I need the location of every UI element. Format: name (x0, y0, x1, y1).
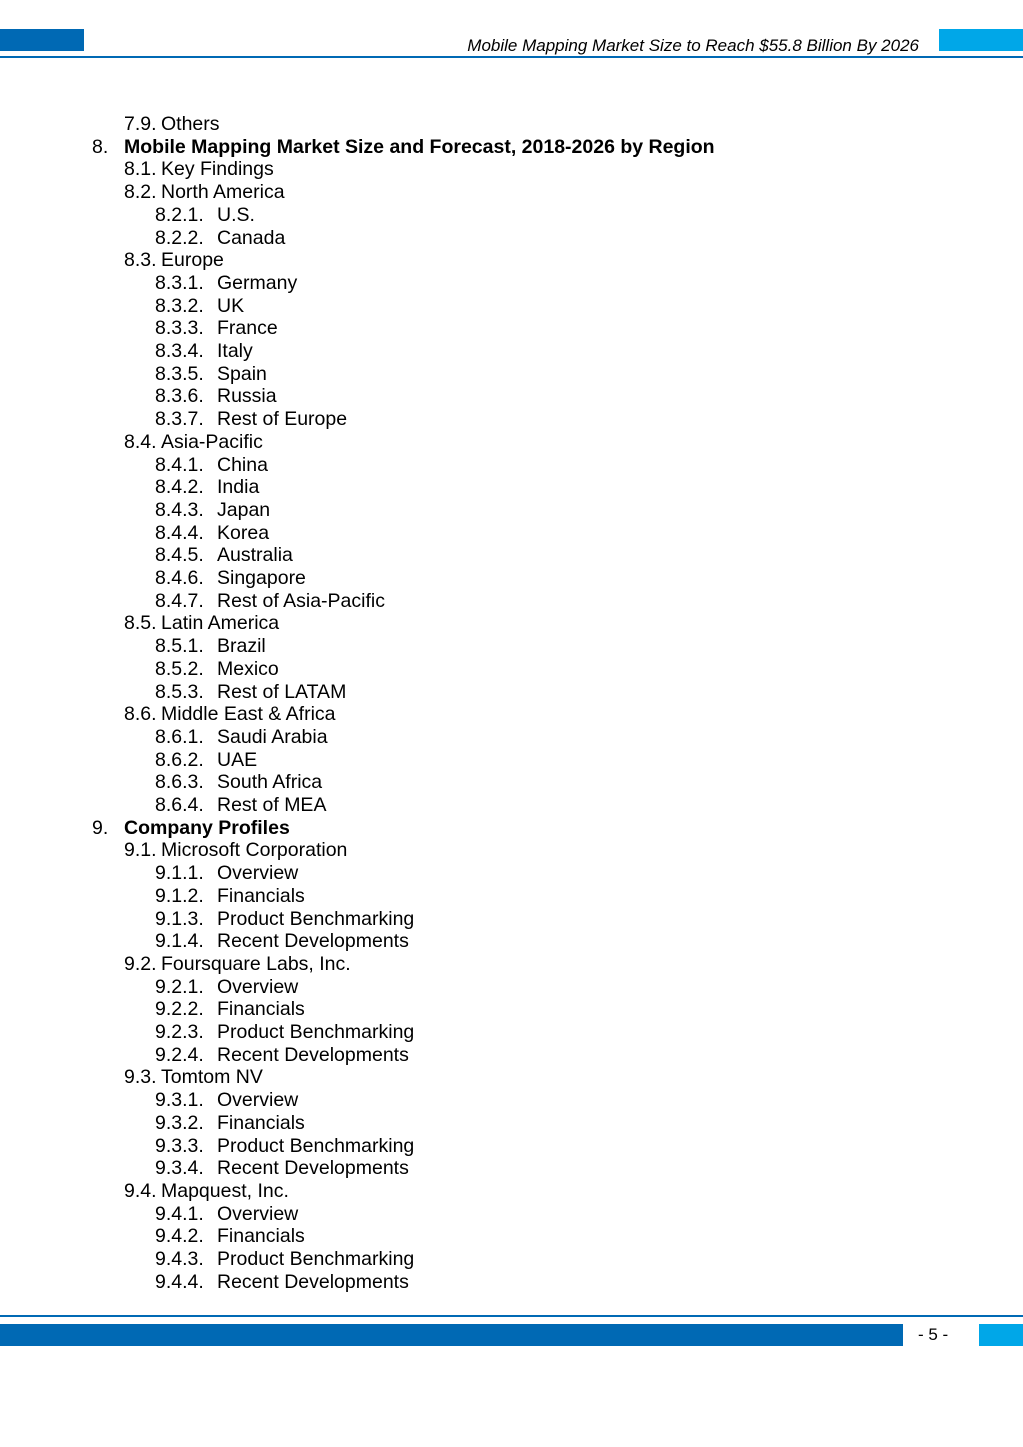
toc-entry-number: 8.4.7. (155, 589, 204, 612)
toc-entry (0, 340, 1023, 363)
toc-entry-number: 9.4. (124, 1179, 157, 1202)
toc-entry-title: Canada (217, 226, 286, 249)
toc-entry-title: Tomtom NV (161, 1066, 263, 1089)
toc-entry (0, 658, 1023, 681)
toc-entry (0, 976, 1023, 999)
toc-entry-number: 8.3. (124, 249, 157, 272)
toc-entry-number: 8.4.4. (155, 521, 204, 544)
toc-entry (0, 204, 1023, 227)
toc-entry-title: Product Benchmarking (217, 907, 415, 930)
toc-entry-number: 8.6.2. (155, 748, 204, 771)
toc-entry-number: 8.3.6. (155, 385, 204, 408)
header-accent-left (0, 29, 84, 51)
toc-entry-title: Overview (217, 975, 299, 998)
toc-entry-title: Key Findings (161, 158, 274, 181)
toc-entry-number: 8.1. (124, 158, 157, 181)
toc-entry-title: Rest of Europe (217, 408, 348, 431)
toc-entry (0, 771, 1023, 794)
toc-entry-title: Spain (217, 362, 267, 385)
toc-entry-number: 9.4.1. (155, 1202, 204, 1225)
toc-entry (0, 590, 1023, 613)
toc-entry-number: 9.2.1. (155, 975, 204, 998)
toc-entry-title: Overview (217, 1089, 299, 1112)
toc-entry-number: 8.6. (124, 703, 157, 726)
toc-entry (0, 635, 1023, 658)
toc-entry-number: 8.4.6. (155, 567, 204, 589)
toc-entry (0, 1180, 1023, 1203)
toc-entry (0, 681, 1023, 704)
toc-entry (0, 272, 1023, 295)
toc-entry-number: 8.6.1. (155, 725, 204, 748)
toc-entry-title: North America (161, 181, 285, 204)
toc-entry (0, 1271, 1023, 1294)
toc-entry-title: Latin America (161, 612, 280, 635)
toc-entry-number: 9.1.4. (155, 930, 204, 953)
toc-entry-number: 9. (92, 816, 109, 839)
toc-entry-number: 7.9. (124, 113, 157, 135)
toc-entry (0, 499, 1023, 522)
toc-entry (0, 295, 1023, 318)
toc-entry (0, 749, 1023, 772)
toc-entry (0, 1112, 1023, 1135)
toc-entry (0, 113, 1023, 136)
toc-entry (0, 317, 1023, 340)
toc-entry-title: Asia-Pacific (161, 430, 263, 453)
toc-entry-number: 9.2. (124, 952, 157, 975)
toc-entry (0, 544, 1023, 567)
toc-entry-title: China (217, 453, 268, 476)
toc-entry (0, 612, 1023, 635)
toc-entry (0, 794, 1023, 817)
toc-entry-number: 9.3.3. (155, 1134, 204, 1157)
toc-entry (0, 408, 1023, 431)
toc-entry (0, 817, 1023, 840)
footer-accent-left (0, 1324, 903, 1346)
toc-entry-number: 8.6.4. (155, 794, 204, 816)
toc-entry-title: Overview (217, 1202, 299, 1225)
toc-entry-number: 8.4.2. (155, 476, 204, 499)
toc-entry-title: Germany (217, 271, 298, 294)
toc-entry-number: 8.2. (124, 181, 157, 204)
toc-entry-title: Product Benchmarking (217, 1021, 415, 1043)
toc-entry-number: 8.3.5. (155, 362, 204, 385)
toc-entry-title: Recent Developments (217, 1043, 409, 1066)
toc-entry (0, 1066, 1023, 1089)
toc-entry-title: Recent Developments (217, 930, 409, 953)
toc-entry-title: Italy (217, 340, 253, 362)
toc-entry-title: Singapore (217, 567, 306, 589)
toc-entry-title: Europe (161, 249, 224, 272)
toc-entry-title: UK (217, 294, 245, 317)
toc-entry-number: 9.3. (124, 1066, 157, 1089)
toc-entry-number: 9.1.1. (155, 862, 204, 885)
toc-entry (0, 431, 1023, 454)
page-number: - 5 - (918, 1325, 949, 1344)
toc-entry (0, 1157, 1023, 1180)
toc-entry-number: 8.5.3. (155, 680, 204, 703)
toc-entry (0, 885, 1023, 908)
toc-entry (0, 227, 1023, 250)
toc-entry-title: Russia (217, 385, 277, 408)
toc-entry (0, 363, 1023, 386)
toc-entry (0, 862, 1023, 885)
toc-entry-number: 8.3.3. (155, 317, 204, 340)
toc-entry-number: 8.4.5. (155, 544, 204, 567)
toc-entry-number: 9.4.2. (155, 1225, 204, 1248)
toc-entry-title: Financials (217, 884, 305, 907)
toc-entry-title: Financials (217, 1111, 305, 1134)
toc-entry-title: Microsoft Corporation (161, 839, 348, 862)
footer-accent-right (979, 1324, 1023, 1346)
toc-entry-number: 9.4.3. (155, 1248, 204, 1270)
toc-entry-title: Rest of Asia-Pacific (217, 589, 385, 612)
toc-entry-number: 9.1.3. (155, 907, 204, 930)
toc-entry (0, 181, 1023, 204)
toc-entry-title: Product Benchmarking (217, 1248, 415, 1270)
toc-entry-number: 9.2.4. (155, 1043, 204, 1066)
toc-entry (0, 476, 1023, 499)
toc-entry-title: Financials (217, 998, 305, 1021)
toc-entry-number: 8.6.3. (155, 771, 204, 794)
toc-entry-number: 8.4.3. (155, 498, 204, 521)
header-rule (0, 56, 1023, 58)
toc-entry-title: Product Benchmarking (217, 1134, 415, 1157)
toc-entry-title: Mobile Mapping Market Size and Forecast, 2018-2026 by Region (124, 135, 715, 158)
toc-entry-number: 8.2.1. (155, 203, 204, 226)
toc-entry (0, 1044, 1023, 1067)
toc-entry-number: 9.1. (124, 839, 157, 862)
toc-entry (0, 1135, 1023, 1158)
toc-entry (0, 726, 1023, 749)
toc-entry-number: 8. (92, 135, 109, 158)
toc-entry-number: 8.3.2. (155, 294, 204, 317)
toc-entry-title: Others (161, 113, 220, 135)
header-accent-right (939, 29, 1023, 51)
toc-entry-title: Foursquare Labs, Inc. (161, 952, 351, 975)
toc-entry-number: 9.1.2. (155, 884, 204, 907)
toc-entry (0, 908, 1023, 931)
toc-entry-title: India (217, 476, 260, 499)
toc-entry (0, 1248, 1023, 1271)
toc-entry-number: 8.4.1. (155, 453, 204, 476)
toc-entry-number: 8.3.7. (155, 408, 204, 431)
toc-entry (0, 136, 1023, 159)
toc-entry-title: Korea (217, 521, 270, 544)
document-title: Mobile Mapping Market Size to Reach $55.8 Billion By 2026 (467, 36, 919, 55)
toc-entry-title: Financials (217, 1225, 305, 1248)
toc-entry-title: Japan (217, 498, 271, 521)
toc-entry-title: Recent Developments (217, 1157, 409, 1180)
toc-entry-title: Brazil (217, 635, 266, 658)
toc-entry-number: 8.4. (124, 430, 157, 453)
toc-entry-title: Mapquest, Inc. (161, 1179, 289, 1202)
toc-entry (0, 567, 1023, 590)
toc-entry-title: U.S. (217, 203, 255, 226)
toc-entry (0, 1225, 1023, 1248)
toc-entry (0, 454, 1023, 477)
toc-entry (0, 1021, 1023, 1044)
toc-entry-number: 8.3.4. (155, 340, 204, 362)
toc-entry-title: Australia (217, 544, 293, 567)
toc-entry-number: 9.3.2. (155, 1111, 204, 1134)
toc-entry (0, 703, 1023, 726)
toc-entry-title: Saudi Arabia (217, 725, 328, 748)
toc-entry (0, 522, 1023, 545)
toc-entry (0, 953, 1023, 976)
toc-entry (0, 998, 1023, 1021)
toc-entry (0, 385, 1023, 408)
toc-entry (0, 1203, 1023, 1226)
footer-rule (0, 1315, 1023, 1317)
toc-entry (0, 839, 1023, 862)
toc-entry-number: 8.5. (124, 612, 157, 635)
toc-entry-number: 9.2.2. (155, 998, 204, 1021)
toc-entry-title: South Africa (217, 771, 323, 794)
toc-entry-number: 8.3.1. (155, 271, 204, 294)
toc-entry-number: 9.3.1. (155, 1089, 204, 1112)
toc-entry-title: France (217, 317, 278, 340)
toc-entry-number: 9.3.4. (155, 1157, 204, 1180)
toc-entry-title: Rest of MEA (217, 794, 327, 816)
toc-entry-title: Recent Developments (217, 1270, 409, 1293)
toc-entry-number: 9.2.3. (155, 1021, 204, 1043)
toc-entry-title: Company Profiles (124, 816, 290, 839)
toc-entry-title: Mexico (217, 657, 279, 680)
toc-entry-number: 9.4.4. (155, 1270, 204, 1293)
toc-entry (0, 1089, 1023, 1112)
toc-entry (0, 930, 1023, 953)
toc-entry-title: Middle East & Africa (161, 703, 336, 726)
toc-entry-title: Rest of LATAM (217, 680, 347, 703)
toc-entry-number: 8.5.1. (155, 635, 204, 658)
toc-entry (0, 158, 1023, 181)
toc-entry-number: 8.5.2. (155, 657, 204, 680)
toc-entry-number: 8.2.2. (155, 226, 204, 249)
toc-entry-title: Overview (217, 862, 299, 885)
toc-entry-title: UAE (217, 748, 258, 771)
toc-entry (0, 249, 1023, 272)
